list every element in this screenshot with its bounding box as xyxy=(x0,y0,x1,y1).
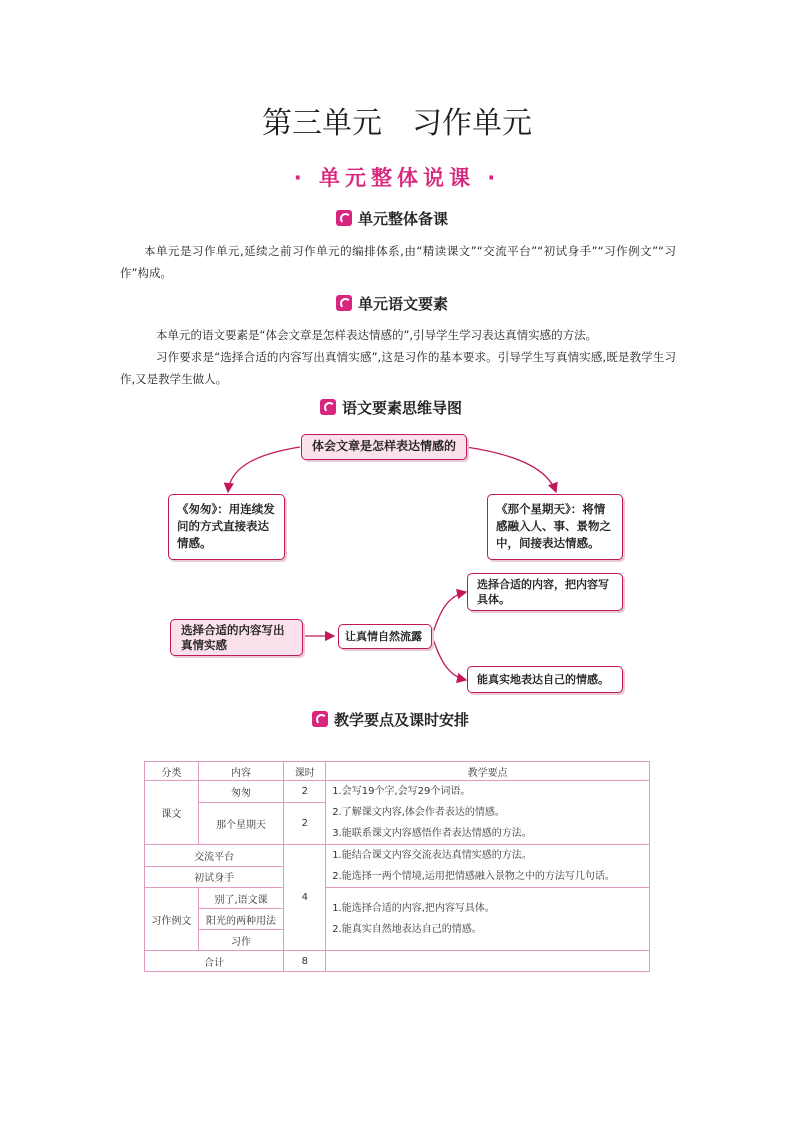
points-cell xyxy=(326,888,650,951)
total-label-cell: 合计 xyxy=(145,951,284,972)
section-bullet-icon xyxy=(312,711,328,727)
header-hours: 课时 xyxy=(284,762,326,781)
table-row xyxy=(145,951,650,972)
points-cell xyxy=(326,781,650,845)
header-content: 内容 xyxy=(198,762,284,781)
paragraph-elements-1: 本单元的语文要素是“体会文章是怎样表达情感的”,引导学生学习表达真情实感的方法。 xyxy=(156,328,598,342)
section-subtitle: · 单元整体说课 · xyxy=(293,166,501,190)
content-cell: 那个星期天 xyxy=(198,802,284,844)
arrow-middle-to-branch1 xyxy=(432,592,466,636)
point-item: 1.会写19个字,会写29个词语。 xyxy=(332,786,471,797)
mindmap-node-right: 《那个星期天》：将情感融入人、事、景物之中，间接表达情感。 xyxy=(487,494,623,560)
content-cell: 交流平台 xyxy=(145,845,284,867)
content-cell: 别了,语文课 xyxy=(198,888,284,909)
total-hours-cell: 8 xyxy=(284,951,326,972)
point-item: 1.能选择合适的内容,把内容写具体。 xyxy=(332,903,495,914)
category-cell: 课文 xyxy=(145,781,199,845)
hours-cell: 2 xyxy=(284,802,326,844)
schedule-table xyxy=(144,761,650,972)
hours-cell: 2 xyxy=(284,781,326,803)
arrow-middle-to-branch2 xyxy=(432,636,466,680)
arrow-top-to-right xyxy=(466,447,556,492)
paragraph-prep: 本单元是习作单元,延续之前习作单元的编排体系,由“精读课文”“交流平台”“初试身手”“习作例文”“习作”构成。 xyxy=(120,244,676,280)
point-item: 3.能联系课文内容感悟作者表达情感的方法。 xyxy=(332,828,532,839)
content-cell: 匆匆 xyxy=(198,781,284,803)
empty-cell xyxy=(326,951,650,972)
header-points: 教学要点 xyxy=(326,762,650,781)
table-row xyxy=(145,888,650,909)
section-heading-schedule-label: 教学要点及课时安排 xyxy=(334,710,470,729)
mindmap-node-branch2: 能真实地表达自己的情感。 xyxy=(467,666,623,693)
table-row xyxy=(145,845,650,867)
hours-cell: 4 xyxy=(284,845,326,951)
page-title: 第三单元 习作单元 xyxy=(262,106,532,141)
paragraph-elements-2: 习作要求是“选择合适的内容写出真情实感”,这是习作的基本要求。引导学生写真情实感,既是教学生习作,又是教学生做人。 xyxy=(120,350,676,386)
point-item: 1.能结合课文内容交流表达真情实感的方法。 xyxy=(332,850,532,861)
point-item: 2.能选择一两个情境,运用把情感融入景物之中的方法写几句话。 xyxy=(332,871,615,882)
content-cell: 阳光的两种用法 xyxy=(198,909,284,930)
content-cell: 初试身手 xyxy=(145,866,284,888)
table-header-row xyxy=(145,762,650,781)
point-item: 2.能真实自然地表达自己的情感。 xyxy=(332,924,482,935)
arrow-top-to-left xyxy=(228,447,300,492)
section-heading-prep-label: 单元整体备课 xyxy=(358,209,449,228)
header-category: 分类 xyxy=(145,762,199,781)
section-heading-mindmap-label: 语文要素思维导图 xyxy=(342,398,463,417)
content-cell: 习作 xyxy=(198,930,284,951)
mindmap-node-top: 体会文章是怎样表达情感的 xyxy=(301,434,467,460)
section-heading-schedule xyxy=(312,708,469,730)
mindmap-node-left: 《匆匆》：用连续发问的方式直接表达情感。 xyxy=(168,494,285,560)
table-row xyxy=(145,781,650,803)
point-item: 2.了解课文内容,体会作者表达的情感。 xyxy=(332,807,505,818)
mindmap-node-middle: 让真情自然流露 xyxy=(338,624,432,649)
mindmap-node-branch1: 选择合适的内容，把内容写具体。 xyxy=(467,573,623,611)
category-cell: 习作例文 xyxy=(145,888,199,951)
points-cell xyxy=(326,845,650,888)
section-heading-elements-label: 单元语文要素 xyxy=(358,294,449,313)
mindmap-node-start: 选择合适的内容写出真情实感 xyxy=(170,619,303,656)
